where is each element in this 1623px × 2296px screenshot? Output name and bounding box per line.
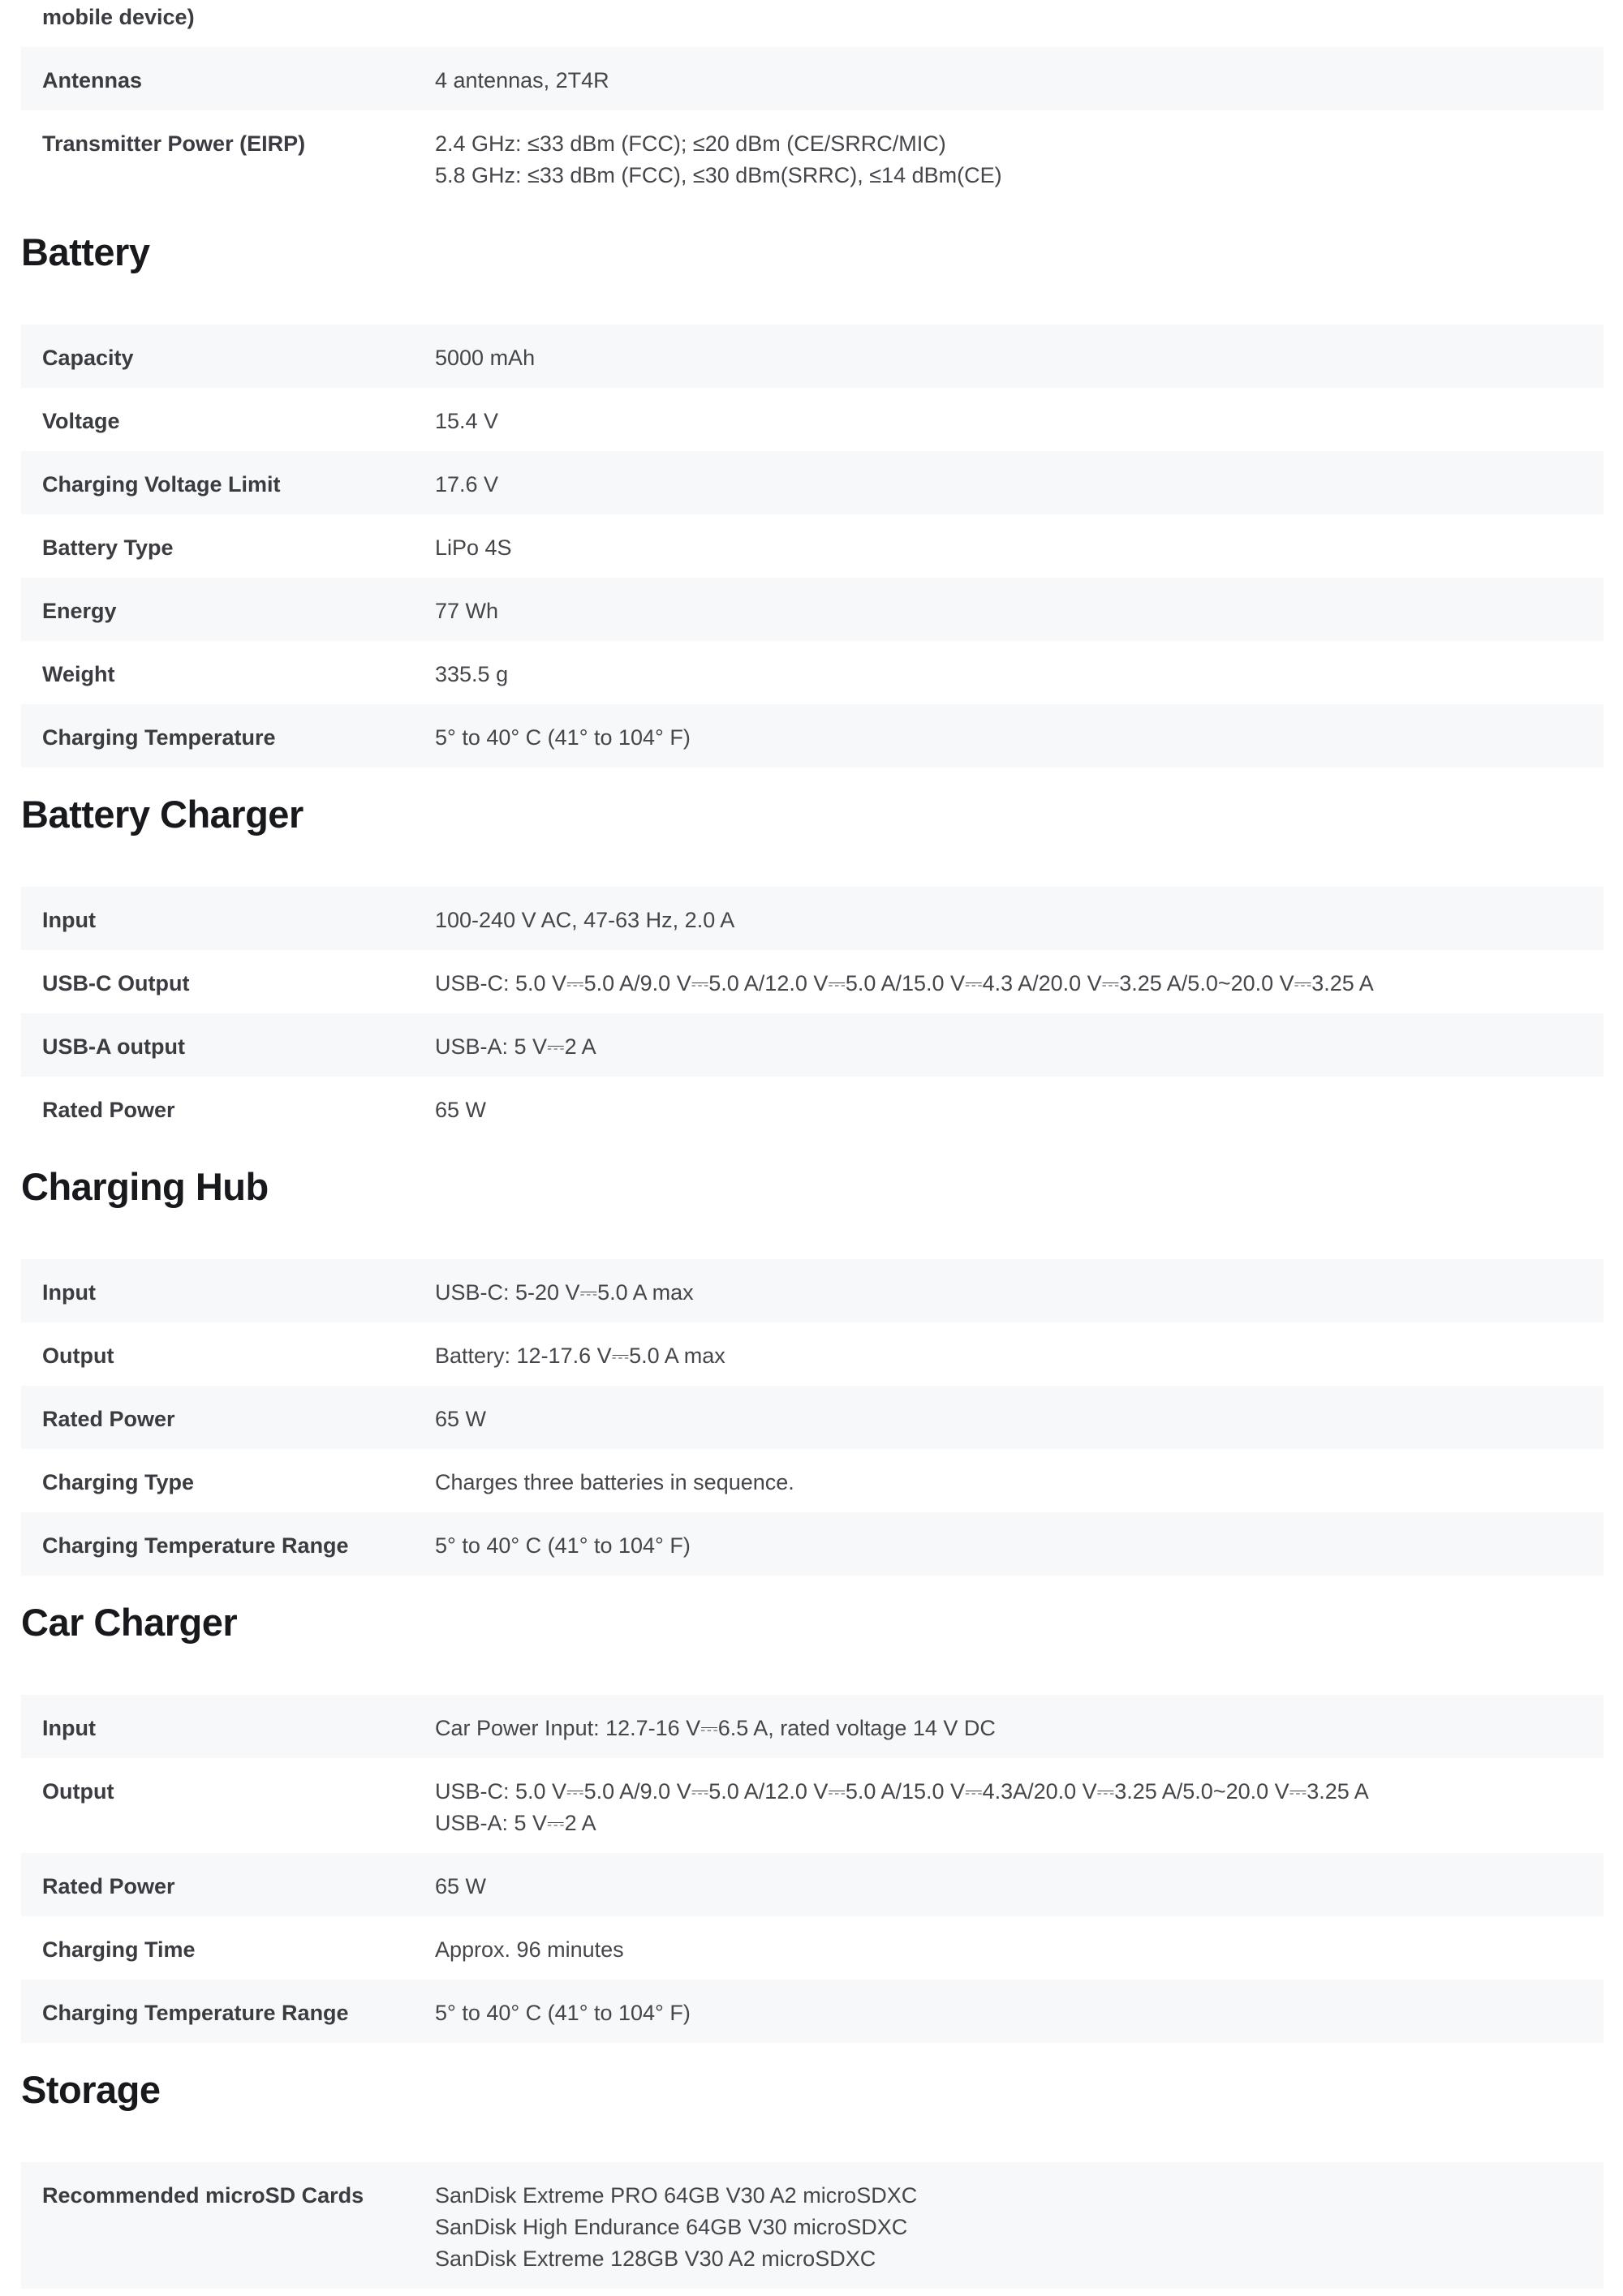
spec-row-output [21, 1758, 1604, 1853]
spec-value [435, 2180, 1582, 2275]
spec-row-input [21, 1259, 1604, 1322]
spec-label: Output [42, 1779, 114, 1804]
spec-value [435, 1277, 1582, 1309]
spec-row-input [21, 1695, 1604, 1758]
spec-row-rated-power [21, 1077, 1604, 1140]
spec-value [435, 1094, 1582, 1126]
spec-value-line: SanDisk High Endurance 64GB V30 microSDXC [435, 2215, 908, 2239]
section-title-battery: Battery [21, 230, 150, 273]
spec-value [435, 406, 1582, 437]
spec-value [435, 1530, 1582, 1562]
spec-value [435, 1031, 1582, 1063]
spec-value-line: USB-A: 5 V⎓2 A [435, 1034, 596, 1059]
spec-row-charging-temperature-range [21, 1512, 1604, 1576]
spec-value-line: USB-C: 5.0 V⎓5.0 A/9.0 V⎓5.0 A/12.0 V⎓5.0 A/15.0 V⎓4.3A/20.0 V⎓3.25 A/5.0~20.0 V⎓3.25 A [435, 1779, 1369, 1804]
spec-row-charging-type [21, 1449, 1604, 1512]
spec-value [435, 1340, 1582, 1372]
spec-row-voltage [21, 388, 1604, 451]
spec-value [435, 1776, 1582, 1839]
spec-label: Rated Power [42, 1874, 175, 1898]
spec-value [435, 128, 1582, 191]
spec-row-weight [21, 641, 1604, 704]
spec-label: Charging Voltage Limit [42, 472, 281, 497]
section-title-car-charger: Car Charger [21, 1601, 238, 1644]
spec-row-antennas [21, 47, 1604, 110]
spec-label: Weight [42, 662, 115, 686]
spec-value-line: 4 antennas, 2T4R [435, 68, 609, 92]
spec-row-usb-c-output [21, 950, 1604, 1013]
spec-page [21, 0, 1604, 2289]
spec-label: Input [42, 908, 96, 932]
spec-value-line: Approx. 96 minutes [435, 1937, 624, 1962]
spec-row-battery-type [21, 514, 1604, 578]
spec-label: Rated Power [42, 1098, 175, 1122]
spec-label: Rated Power [42, 1407, 175, 1431]
spec-value [435, 1871, 1582, 1903]
spec-value-line: 65 W [435, 1098, 487, 1122]
spec-value-line: LiPo 4S [435, 535, 512, 560]
spec-value-line: 65 W [435, 1874, 487, 1898]
spec-row-transmitter-power [21, 110, 1604, 205]
spec-row-charging-temperature-range [21, 1980, 1604, 2043]
spec-label: Capacity [42, 346, 134, 370]
spec-label: Antennas [42, 68, 143, 92]
spec-value [435, 65, 1582, 97]
spec-row-charging-voltage-limit [21, 451, 1604, 514]
spec-value-line: 100-240 V AC, 47-63 Hz, 2.0 A [435, 908, 735, 932]
spec-value [435, 1997, 1582, 2029]
spec-value [435, 1404, 1582, 1435]
spec-row-rated-power [21, 1386, 1604, 1449]
section-title-storage: Storage [21, 2068, 161, 2111]
spec-value-line: 77 Wh [435, 599, 499, 623]
spec-label: Input [42, 1280, 96, 1305]
spec-row-usb-a-output [21, 1013, 1604, 1077]
spec-value-line: USB-A: 5 V⎓2 A [435, 1811, 596, 1835]
spec-value [435, 905, 1582, 936]
spec-label: Charging Time [42, 1937, 196, 1962]
spec-label: USB-C Output [42, 971, 190, 995]
spec-value-line: 2.4 GHz: ≤33 dBm (FCC); ≤20 dBm (CE/SRRC/MIC) [435, 131, 946, 156]
spec-row-output [21, 1322, 1604, 1386]
spec-label: Recommended microSD Cards [42, 2183, 364, 2208]
spec-label: Charging Temperature Range [42, 2001, 349, 2025]
spec-value-line: 5000 mAh [435, 346, 536, 370]
spec-value [435, 1713, 1582, 1744]
spec-label: USB-A output [42, 1034, 185, 1059]
spec-label: Energy [42, 599, 117, 623]
spec-value-line: 5° to 40° C (41° to 104° F) [435, 1533, 691, 1558]
section-title-battery-charger: Battery Charger [21, 793, 304, 836]
spec-value-line: 17.6 V [435, 472, 499, 497]
spec-label: Charging Temperature [42, 725, 276, 750]
spec-value [435, 968, 1582, 1000]
section-title-charging-hub: Charging Hub [21, 1165, 269, 1208]
spec-value-line: 5.8 GHz: ≤33 dBm (FCC), ≤30 dBm(SRRC), ≤14 dBm(CE) [435, 163, 1002, 187]
spec-value-line: Battery: 12-17.6 V⎓5.0 A max [435, 1344, 725, 1368]
spec-label: Charging Temperature Range [42, 1533, 349, 1558]
spec-value [435, 532, 1582, 564]
spec-label: Transmitter Power (EIRP) [42, 131, 306, 156]
spec-value-line: 335.5 g [435, 662, 509, 686]
spec-value [435, 469, 1582, 501]
continued-spec-text: mobile device) [42, 5, 195, 29]
spec-value-line: Car Power Input: 12.7-16 V⎓6.5 A, rated voltage 14 V DC [435, 1716, 996, 1740]
spec-value-line: 5° to 40° C (41° to 104° F) [435, 725, 691, 750]
spec-label: Battery Type [42, 535, 174, 560]
spec-value [435, 595, 1582, 627]
spec-value [435, 1467, 1582, 1498]
spec-label: Voltage [42, 409, 120, 433]
spec-row-energy [21, 578, 1604, 641]
spec-value-line: SanDisk Extreme PRO 64GB V30 A2 microSDXC [435, 2183, 918, 2208]
spec-row-rated-power [21, 1853, 1604, 1916]
spec-value-line: SanDisk Extreme 128GB V30 A2 microSDXC [435, 2247, 876, 2271]
spec-label: Output [42, 1344, 114, 1368]
spec-row-input [21, 887, 1604, 950]
spec-row-capacity [21, 325, 1604, 388]
spec-value-line: 15.4 V [435, 409, 499, 433]
spec-value [435, 342, 1582, 374]
spec-row-charging-temperature [21, 704, 1604, 767]
spec-value-line: USB-C: 5-20 V⎓5.0 A max [435, 1280, 694, 1305]
spec-value-line: 5° to 40° C (41° to 104° F) [435, 2001, 691, 2025]
spec-value-line: Charges three batteries in sequence. [435, 1470, 794, 1494]
spec-value-line: USB-C: 5.0 V⎓5.0 A/9.0 V⎓5.0 A/12.0 V⎓5.0 A/15.0 V⎓4.3 A/20.0 V⎓3.25 A/5.0~20.0 V⎓3.25 A [435, 971, 1374, 995]
spec-value [435, 722, 1582, 754]
spec-row-charging-time [21, 1916, 1604, 1980]
spec-row-recommended-microsd-cards [21, 2162, 1604, 2289]
spec-label: Charging Type [42, 1470, 195, 1494]
spec-label: Input [42, 1716, 96, 1740]
spec-value [435, 659, 1582, 690]
spec-value-line: 65 W [435, 1407, 487, 1431]
spec-value [435, 1934, 1582, 1966]
